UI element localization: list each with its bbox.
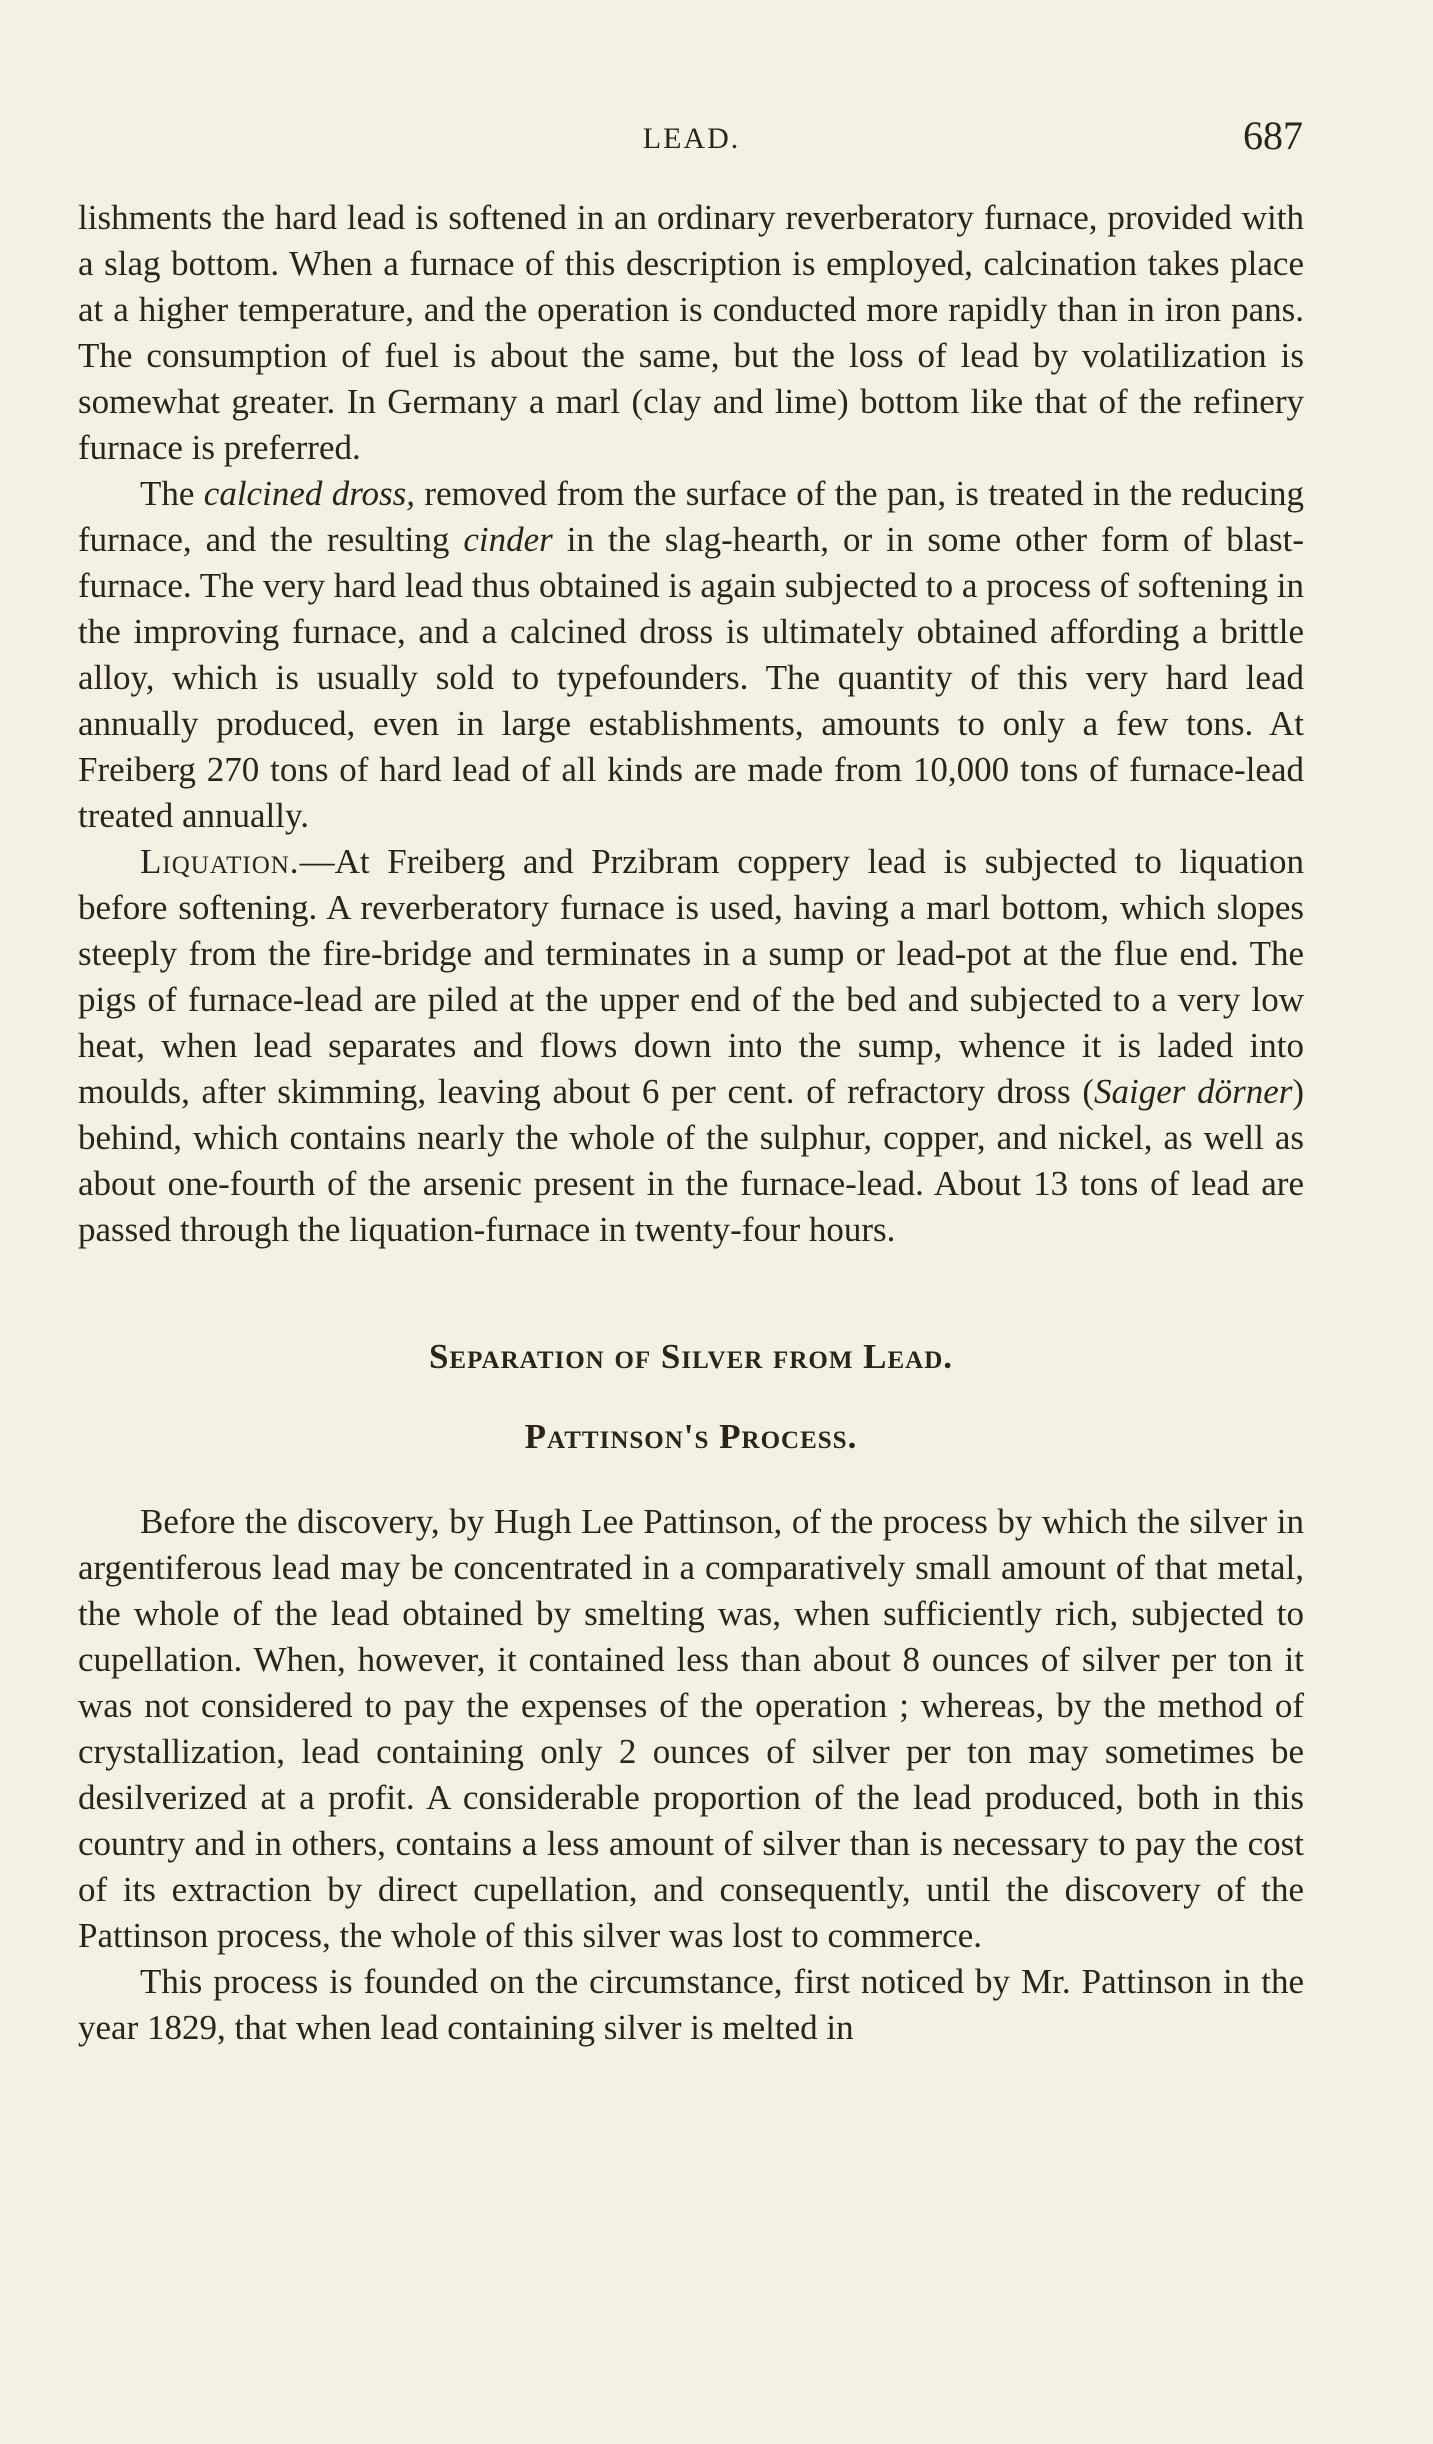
page-header: [80, 112, 1303, 172]
paragraph-1: lishments the hard lead is softened in an ordinary reverberatory furnace, provided with a slag bottom. When a furnace of this description is employed, calcination takes place at a higher temperature, and the operation is conducted more rapidly than in iron pans. The consumption of fuel is about the same, but the loss of lead by volatilization is somewhat greater. In Germany a marl (clay and lime) bottom like that of the refinery furnace is preferred.: [78, 198, 1304, 467]
p3-text-a: —At Freiberg and Przibram coppery lead is subjected to liquation before softening. A reverberatory furnace is used, having a marl bottom, which slopes steeply from the fire-bridge and terminates in a sump or lead-pot at the flue end. The pigs of furnace-lead are piled at the upper end of the bed and subjected to a very low heat, when lead separates and flows down into the sump, whence it is laded into moulds, after skimming, leaving about 6 per cent. of refractory dross (: [78, 842, 1304, 1111]
running-title: LEAD.: [642, 122, 741, 155]
section-heading: Separation of Silver from Lead.: [428, 1337, 954, 1376]
paragraph-5: This process is founded on the circumstance, first noticed by Mr. Pattinson in the year 1829, that when lead containing silver is melted in: [78, 1962, 1304, 2047]
paragraph-4: Before the discovery, by Hugh Lee Pattinson, of the process by which the silver in argentiferous lead may be concentrated in a comparatively small amount of that metal, the whole of the lead obtained by smelting was, when sufficiently rich, subjected to cupellation. When, however, it contained less than about 8 ounces of silver per ton it was not considered to pay the expenses of the operation ; whereas, by the method of crystallization, lead containing only 2 ounces of silver per ton may sometimes be desilverized at a profit. A considerable proportion of the lead produced, both in this country and in others, contains a less amount of silver than is necessary to pay the cost of its extraction by direct cupellation, and consequently, until the discovery of the Pattinson process, the whole of this silver was lost to commerce.: [78, 1502, 1304, 1955]
p2-text-c: removed from the surface of the pan, is treated in the reducing furnace, and the resulting: [78, 474, 1304, 559]
p2-text-e: in the slag-hearth, or in some other form of blast-furnace. The very hard lead thus obtained is again subjected to a process of softening in the improving furnace, and a calcined dross is ultimately obtained affording a brittle alloy, which is usually sold to typefounders. The quantity of this very hard lead annually produced, even in large establishments, amounts to only a few tons. At Freiberg 270 tons of hard lead of all kinds are made from 10,000 tons of furnace-lead treated annually.: [78, 520, 1304, 835]
p2-text-a: The: [140, 474, 204, 513]
p2-italic-calcined-dross: calcined dross,: [203, 474, 416, 513]
body-text: [78, 195, 1304, 2051]
subsection-heading: Pattinson's Process.: [524, 1417, 858, 1456]
paragraph-2: [78, 471, 1304, 839]
p3-italic-saiger-dorner: Saiger dörner: [1094, 1072, 1293, 1111]
p3-lead-in-liquation: Liquation.: [140, 842, 300, 881]
page-number: 687: [1243, 113, 1303, 158]
p2-italic-cinder: cinder: [463, 520, 553, 559]
p3-text-c: ) behind, which contains nearly the whole of the sulphur, copper, and nickel, as well as about one-fourth of the arsenic present in the furnace-lead. About 13 tons of lead are passed through the liquation-furnace in twenty-four hours.: [78, 1072, 1305, 1249]
paragraph-3: [78, 839, 1304, 1253]
